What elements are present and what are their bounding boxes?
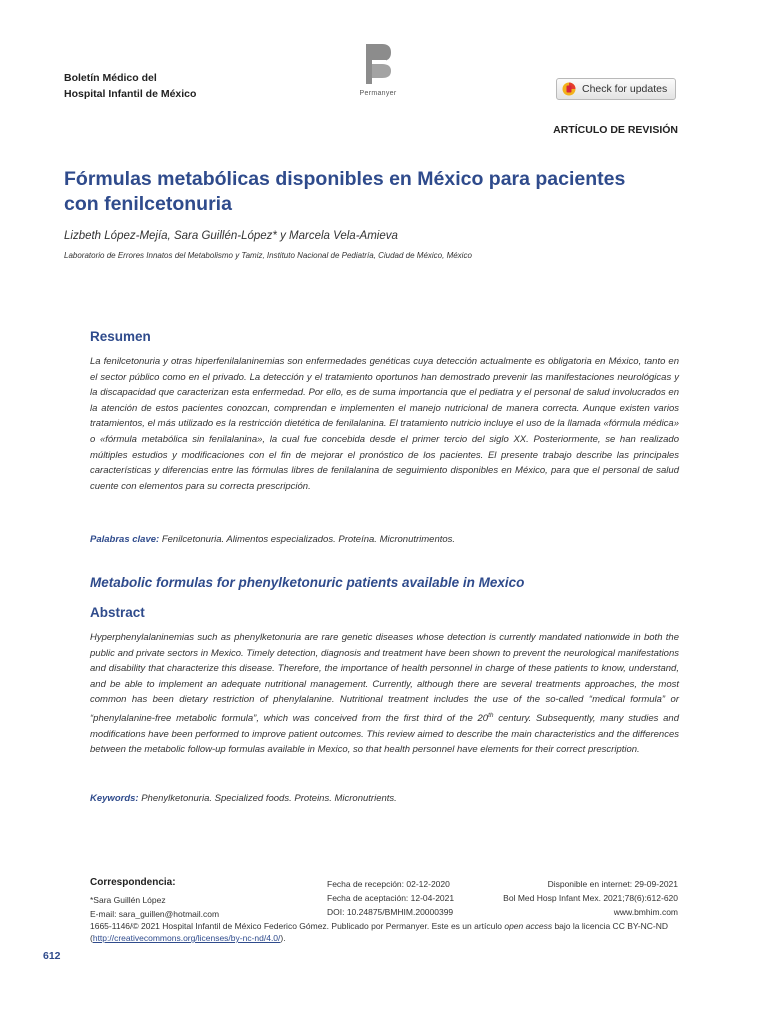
permanyer-logo <box>343 44 413 97</box>
license-open-access: open access <box>504 921 553 931</box>
resumen-heading: Resumen <box>90 329 151 344</box>
authors: Lizbeth López-Mejía, Sara Guillén-López* y Marcela Vela-Amieva <box>64 230 398 242</box>
correspondence-heading: Correspondencia: <box>90 877 176 888</box>
accepted-date: Fecha de aceptación: 12-04-2021 <box>327 893 455 903</box>
license-part2: bajo la licencia CC BY-NC-ND <box>552 921 668 931</box>
check-for-updates-button[interactable] <box>556 78 676 100</box>
doi: DOI: 10.24875/BMHIM.20000399 <box>327 907 454 917</box>
journal-name-line2: Hospital Infantil de México <box>64 88 197 100</box>
correspondence-name: *Sara Guillén López <box>90 895 166 905</box>
correspondence-details <box>90 893 219 921</box>
abstract-text <box>90 630 679 758</box>
license-paren-open: ( <box>90 933 93 943</box>
license-part1: 1665-1146/© 2021 Hospital Infantil de México Federico Gómez. Publicado por Permanyer. Este es un artículo <box>90 921 505 931</box>
resumen-text: La fenilcetonuria y otras hiperfenilalaninemias son enfermedades genéticas cuya detección actualmente es obligatoria en México, tanto en el sector público como en el privado. La detección y el tratamiento oportunos han demostrado prevenir las manifestaciones neurológicas y la discapacidad que caracterizan esta enfermedad. Por ello, es de suma importancia que el pediatra y el personal de salud involucrados en la atención de estos pacientes conozcan, comprendan e implementen el manejo nutricional de manera correcta. Aunque existen varios tratamientos, el más utilizado es la restricción dietética de fenilalanina. El tratamiento nutricio incluye el uso de la llamada «fórmula médica» o «fórmula metabólica sin fenilalanina», la cual fue concebida desde el primer tercio del siglo XX. Posteriormente, se han realizado múltiples estudios y modificaciones con el fin de mejorar el pronóstico de los pacientes. El presente trabajo describe las principales características y diferencias entre las fórmulas libres de fenilalanina de seguimiento disponibles en México, para que el personal de salud cuente con elementos para su correcta prescripción. <box>90 356 679 492</box>
online-date: Disponible en internet: 29-09-2021 <box>547 879 678 889</box>
check-for-updates-icon <box>562 82 576 96</box>
journal-name <box>64 70 196 102</box>
check-for-updates-label: Check for updates <box>582 83 668 95</box>
publication-info <box>503 877 678 919</box>
article-title-line2: con fenilcetonuria <box>64 193 232 215</box>
keywords-text: Phenylketonuria. Specialized foods. Proteins. Micronutrients. <box>141 793 397 804</box>
correspondence-email: E-mail: sara_guillen@hotmail.com <box>90 909 220 919</box>
license-text <box>90 920 690 944</box>
license-paren-close: ). <box>280 933 286 943</box>
keywords-label: Keywords: <box>90 793 139 804</box>
abstract-superscript: th <box>488 711 494 719</box>
keywords <box>90 793 397 804</box>
license-link[interactable]: http://creativecommons.org/licenses/by-nc-nd/4.0/ <box>92 933 281 943</box>
english-title: Metabolic formulas for phenylketonuric patients available in Mexico <box>90 575 525 590</box>
affiliation: Laboratorio de Errores Innatos del Metabolismo y Tamiz, Instituto Nacional de Pediatría, Ciudad de México, México <box>64 251 472 260</box>
abstract-heading: Abstract <box>90 605 145 620</box>
palabras-clave-label: Palabras clave: <box>90 534 160 545</box>
palabras-clave-text: Fenilcetonuria. Alimentos especializados. Proteína. Micronutrimentos. <box>161 534 456 545</box>
citation: Bol Med Hosp Infant Mex. 2021;78(6):612-620 <box>503 893 678 903</box>
palabras-clave <box>90 534 455 545</box>
article-title-line1: Fórmulas metabólicas disponibles en México para pacientes <box>64 168 626 190</box>
article-title <box>64 167 684 217</box>
journal-name-line1: Boletín Médico del <box>64 72 157 84</box>
permanyer-logo-icon <box>363 44 393 84</box>
page-number: 612 <box>43 950 61 962</box>
abstract-text-part1: Hyperphenylalaninemias such as phenylketonuria are rare genetic diseases whose detection is currently mandated nationwide in both the public and private sectors in Mexico. Timely detection, diagnosis and treatment have been shown to prevent the neurological manifestations and disability that characterize this disease. Therefore, the importance of health personnel in charge of these patients to know, understand, and be able to implement an adequate nutritional management. Currently, although there are several treatments approaches, the most common has been dietary restriction of phenylalanine. Nutritional treatment includes the use of the so-called “medical formula” or “phenylalanine-free metabolic formula”, which was conceived from the first third of the 20 <box>90 632 679 725</box>
article-dates <box>327 877 454 919</box>
website-link[interactable]: www.bmhim.com <box>613 907 678 917</box>
permanyer-logo-word: Permanyer <box>359 90 397 97</box>
abstract-text-part2: century. Subsequently, many studies and modifications have been performed to improve patient outcomes. This review aimed to describe the main characteristics and the differences between the metabolic follow-up formulas available in Mexico, so that health personnel have elements for their correct prescription. <box>90 713 679 756</box>
article-type: ARTÍCULO DE REVISIÓN <box>553 124 678 136</box>
received-date: Fecha de recepción: 02-12-2020 <box>327 879 450 889</box>
